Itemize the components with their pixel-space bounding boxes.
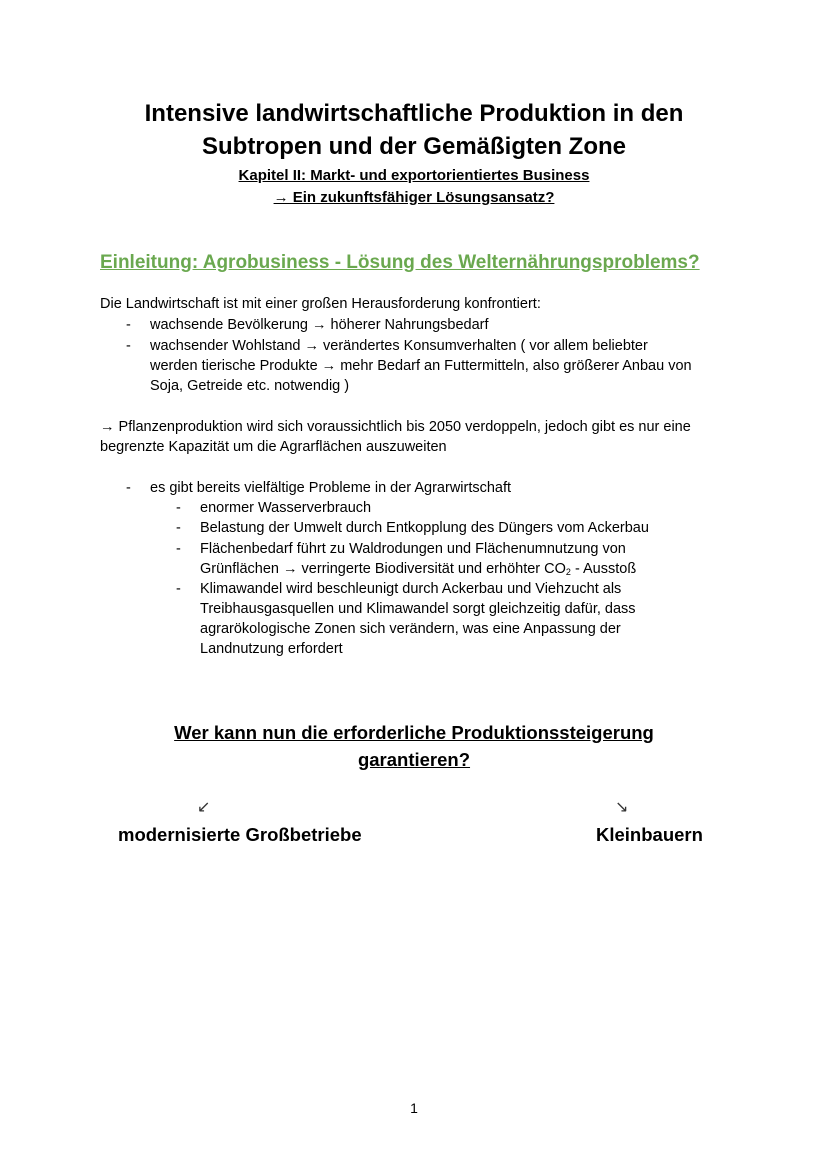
problem-item-4-line-1: Klimawandel wird beschleunigt durch Ackerbau und Viehzucht als (200, 581, 622, 597)
challenge-item-2-line-3: Soja, Getreide etc. notwendig ) (150, 378, 350, 394)
co2-subscript: 2 (565, 567, 571, 577)
problem-item-3-line-1: Flächenbedarf führt zu Waldrodungen und Flächenumnutzung von (200, 541, 626, 557)
dash-marker: - (126, 317, 131, 333)
problem-item-3-line-2-text: Grünflächen → verringerte Biodiversität und erhöhter CO (200, 561, 566, 577)
challenge-item-2-line-2: werden tierische Produkte → mehr Bedarf an Futtermitteln, also größerer Anbau von (150, 358, 692, 374)
dash-marker: - (126, 480, 131, 496)
dash-marker: - (176, 541, 181, 557)
option-large-farms: modernisierte Großbetriebe (118, 824, 362, 845)
challenge-item-1: wachsende Bevölkerung → höherer Nahrungsbedarf (150, 317, 489, 333)
projection-line-2: begrenzte Kapazität um die Agrarflächen auszuweiten (100, 439, 447, 455)
challenge-item-2-line-1: wachsender Wohlstand → verändertes Konsumverhalten ( vor allem beliebter (150, 338, 648, 354)
section-heading: Einleitung: Agrobusiness - Lösung des Welternährungsproblems? (100, 252, 700, 273)
projection-line-1: → Pflanzenproduktion wird sich voraussichtlich bis 2050 verdoppeln, jedoch gibt es nur eine (100, 419, 691, 435)
problem-item-1: enormer Wasserverbrauch (200, 500, 372, 516)
dash-marker: - (176, 500, 181, 516)
arrow-down-left-icon: ↙ (197, 799, 211, 816)
problem-item-4-line-4: Landnutzung erfordert (200, 641, 343, 657)
option-smallholders: Kleinbauern (596, 824, 703, 845)
dash-marker: - (176, 520, 181, 536)
problem-item-3-line-2-suffix: - Ausstoß (570, 561, 637, 577)
title-line-2: Subtropen und der Gemäßigten Zone (201, 133, 626, 160)
problems-lead: es gibt bereits vielfältige Probleme in der Agrarwirtschaft (150, 480, 512, 496)
problem-item-4-line-3: agrarökologische Zonen sich verändern, was eine Anpassung der (200, 621, 621, 637)
dash-marker: - (176, 581, 181, 597)
page-number: 1 (410, 1100, 418, 1116)
problem-item-2: Belastung der Umwelt durch Entkopplung des Düngers vom Ackerbau (200, 520, 649, 536)
question-line-1: Wer kann nun die erforderliche Produktionssteigerung (174, 722, 654, 743)
title-line-1: Intensive landwirtschaftliche Produktion in den (144, 100, 684, 127)
subtitle-chapter: Kapitel II: Markt- und exportorientiertes Business (238, 167, 590, 184)
dash-marker: - (126, 338, 131, 354)
problem-item-4-line-2: Treibhausgasquellen und Klimawandel sorgt gleichzeitig dafür, dass (200, 601, 636, 617)
intro-text: Die Landwirtschaft ist mit einer großen Herausforderung konfrontiert: (100, 296, 541, 312)
question-line-2: garantieren? (357, 749, 471, 770)
arrow-down-right-icon: ↘ (615, 799, 629, 816)
subtitle-question: → Ein zukunftsfähiger Lösungsansatz? (273, 189, 555, 206)
